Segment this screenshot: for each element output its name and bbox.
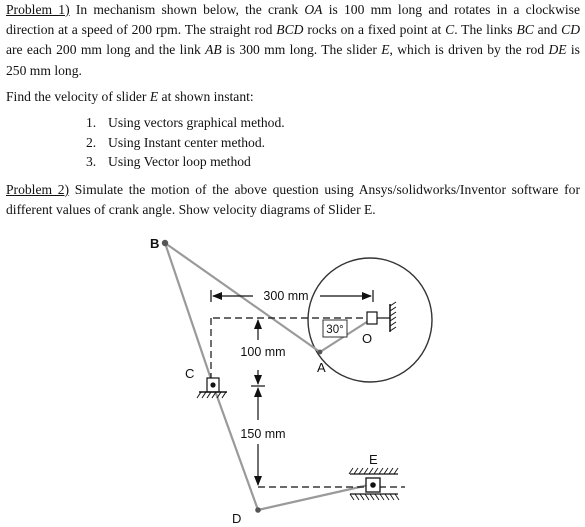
dim-300-label: 300 mm (263, 289, 309, 303)
dim-150-label: 150 mm (240, 427, 286, 441)
task-sentence: Find the velocity of slider E at shown instant: (6, 88, 254, 104)
problem2-paragraph: Problem 2) Simulate the motion of the above question using Ansys/solidworks/Inventor software for different values of crank angle. Show velocity diagrams of Slider E. (6, 181, 580, 217)
link-bc (165, 243, 213, 385)
method-item: 1. Using vectors graphical method. (86, 115, 285, 131)
slider-e (349, 468, 399, 500)
label-c: C (185, 366, 195, 381)
joint-a (318, 350, 323, 355)
label-b: B (150, 236, 160, 251)
label-a: A (317, 360, 326, 375)
problem2-heading: Problem 2) (6, 181, 70, 197)
method-item: 2. Using Instant center method. (86, 134, 266, 150)
link-de (258, 484, 373, 510)
method-item: 3. Using Vector loop method (86, 154, 251, 170)
problem1-heading: Problem 1) (6, 2, 70, 17)
link-cd (213, 385, 258, 510)
pivot-c-support (197, 378, 227, 398)
problem1-paragraph: Problem 1) In mechanism shown below, the crank OA is 100 mm long and rotates in a clockwise direction at a speed of 200 rpm. The straight rod BCD rocks on a fixed point at C. The links BC and CD are each 200 mm long and the link AB is 300 mm long. The slider E, which is driven by the rod DE is 250 mm long. (6, 2, 581, 78)
joint-b (162, 240, 168, 246)
dim-100-label: 100 mm (240, 345, 286, 359)
angle-30-label: 30° (326, 324, 344, 336)
joint-d (255, 507, 261, 513)
pivot-o-bearing (367, 302, 396, 332)
label-e: E (369, 452, 378, 467)
label-o: O (362, 331, 373, 346)
label-d: D (232, 511, 242, 526)
